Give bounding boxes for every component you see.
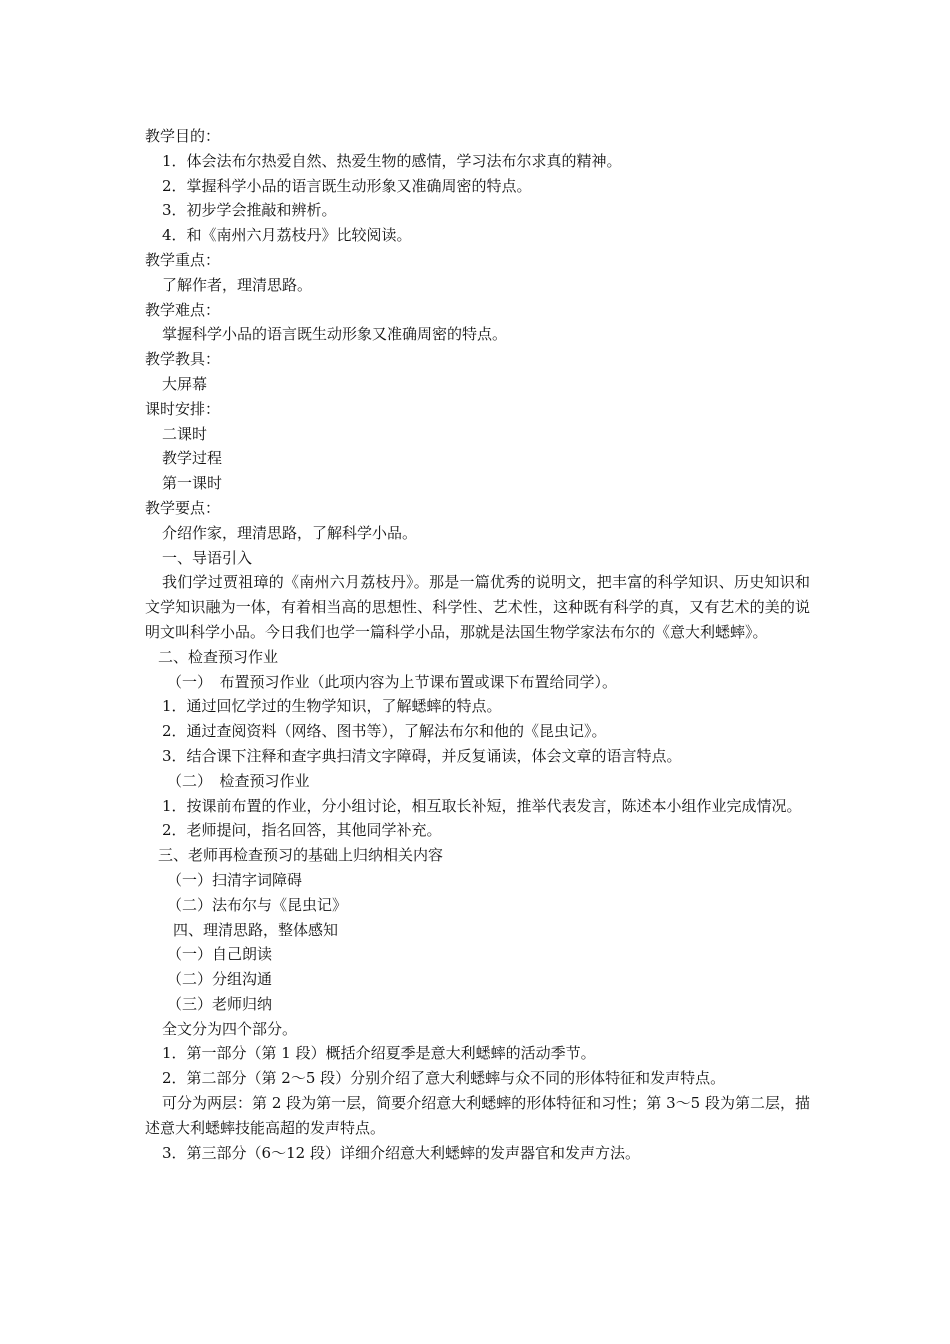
paragraph: 1．按课前布置的作业，分小组讨论，相互取长补短，推举代表发言，陈述本小组作业完成情况。 [162, 796, 802, 815]
text-line: 1．通过回忆学过的生物学知识，了解蟋蟀的特点。 [162, 697, 502, 716]
lesson-plan-text [145, 124, 810, 1165]
text-line: 2．老师提问，指名回答，其他同学补充。 [162, 821, 442, 840]
text-line: 第一课时 [162, 474, 223, 493]
text-line: 1．体会法布尔热爱自然、热爱生物的感情，学习法布尔求真的精神。 [162, 151, 622, 170]
text-line: 课时安排： [145, 399, 221, 418]
text-line: 3．第三部分（6～12 段）详细介绍意大利蟋蟀的发声器官和发声方法。 [162, 1143, 640, 1162]
text-line: 了解作者，理清思路。 [162, 275, 313, 294]
text-line: 2．第二部分（第 2～5 段）分别介绍了意大利蟋蟀与众不同的形体特征和发声特点。 [162, 1069, 726, 1088]
text-line: （一） 布置预习作业（此项内容为上节课布置或课下布置给同学）。 [167, 672, 618, 691]
text-line: 教学教具： [145, 350, 221, 369]
text-line: （二）分组沟通 [167, 970, 273, 989]
text-line: 介绍作家，理清思路，了解科学小品。 [162, 523, 418, 542]
text-line: 1．第一部分（第 1 段）概括介绍夏季是意大利蟋蟀的活动季节。 [162, 1044, 596, 1063]
text-line: （一）自己朗读 [167, 945, 273, 964]
text-line: 全文分为四个部分。 [162, 1019, 298, 1038]
text-line: 二、检查预习作业 [158, 647, 279, 666]
text-line: 3．结合课下注释和查字典扫清文字障碍，并反复诵读，体会文章的语言特点。 [162, 746, 682, 765]
text-line: （二） 检查预习作业 [167, 771, 310, 790]
paragraph: 我们学过贾祖璋的《南州六月荔枝丹》。那是一篇优秀的说明文，把丰富的科学知识、历史知识和文学知识融为一体，有着相当高的思想性、科学性、艺术性，这种既有科学的真，又有艺术的美的说明文叫科学小品。今日我们也学一篇科学小品，那就是法国生物学家法布尔的《意大利蟋蟀》。 [145, 573, 810, 641]
text-line: 3．初步学会推敲和辨析。 [162, 201, 337, 220]
text-line: （三）老师归纳 [167, 994, 273, 1013]
text-line: 一、导语引入 [162, 548, 253, 567]
text-line: 大屏幕 [162, 374, 208, 393]
text-line: 教学目的： [145, 127, 221, 145]
text-line: 2．通过查阅资料（网络、图书等），了解法布尔和他的《昆虫记》。 [162, 722, 607, 741]
text-line: 教学要点： [145, 498, 221, 517]
text-line: 2．掌握科学小品的语言既生动形象又准确周密的特点。 [162, 176, 532, 195]
text-line: 掌握科学小品的语言既生动形象又准确周密的特点。 [162, 325, 508, 344]
paragraph: 可分为两层：第 2 段为第一层，简要介绍意大利蟋蟀的形体特征和习性；第 3～5 段为第二层，描述意大利蟋蟀技能高超的发声特点。 [145, 1094, 810, 1137]
text-line: 四、理清思路，整体感知 [173, 920, 339, 939]
text-line: （二）法布尔与《昆虫记》 [167, 895, 348, 914]
text-line: 教学难点： [145, 300, 221, 319]
text-line: 二课时 [162, 424, 208, 443]
text-line: 教学过程 [162, 449, 223, 468]
text-line: （一）扫清字词障碍 [167, 870, 303, 889]
text-line: 三、老师再检查预习的基础上归纳相关内容 [158, 846, 444, 865]
text-line: 教学重点： [145, 250, 221, 269]
text-line: 4．和《南州六月荔枝丹》比较阅读。 [162, 226, 412, 245]
